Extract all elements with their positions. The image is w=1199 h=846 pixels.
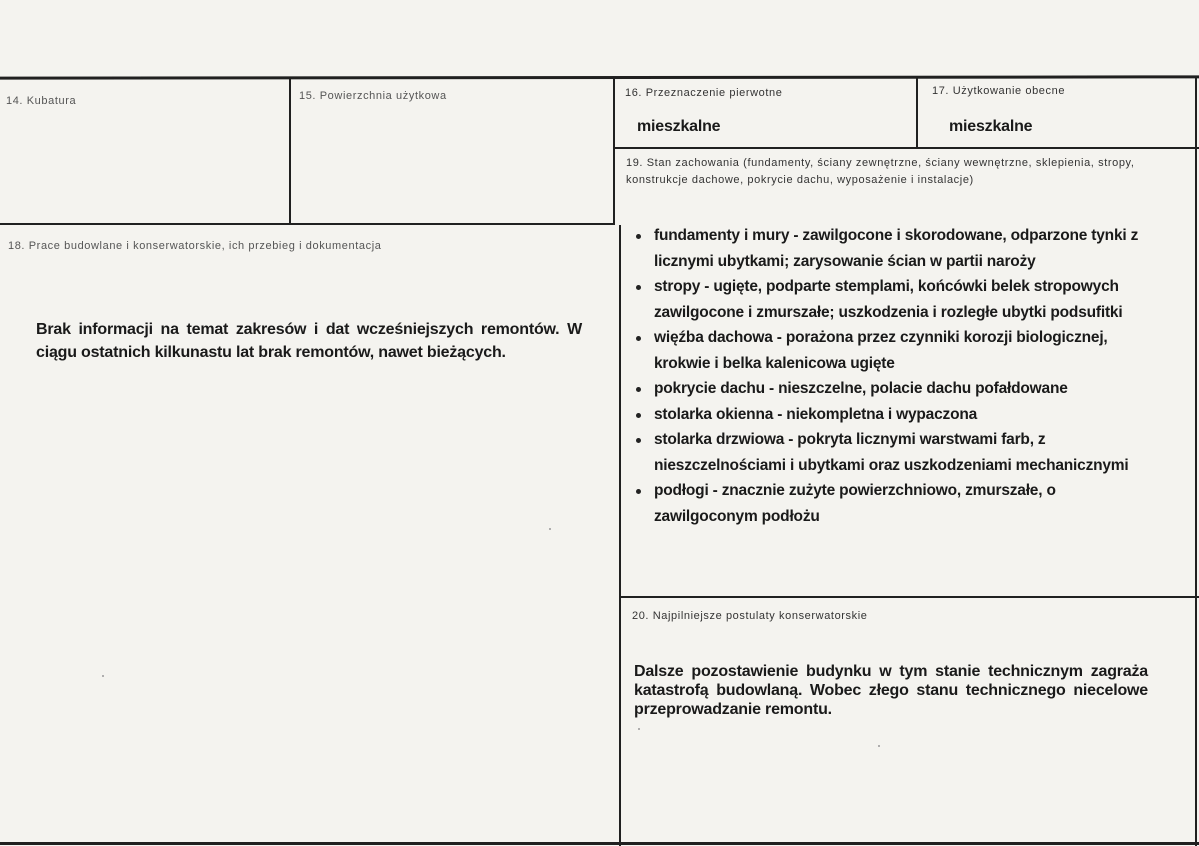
bullet-icon (636, 387, 641, 392)
divider-14-15 (289, 79, 291, 224)
field-17-value: mieszkalne (949, 118, 1033, 135)
divider-right-lower (619, 225, 621, 846)
field-19-label: 19. Stan zachowania (fundamenty, ściany zewnętrzne, ściany wewnętrzne, sklepienia, stropy, konstrukcje dachowe, pokrycie dachu, wyposażenie i instalacje) (626, 157, 1135, 186)
right-edge-rule (1195, 77, 1197, 846)
field-16-label: 16. Przeznaczenie pierwotne (625, 87, 783, 99)
bullet-icon (636, 285, 641, 290)
field-15-label: 15. Powierzchnia użytkowa (299, 90, 447, 102)
list-item: stropy - ugięte, podparte stemplami, końcówki belek stropowych zawilgocone i zmurszałe; uszkodzenia i rozległe ubytki podsufitki (636, 274, 1151, 325)
bullet-icon (636, 413, 641, 418)
field-20-text: Dalsze pozostawienie budynku w tym stanie technicznym zagraża katastrofą budowlaną. Wobec złego stanu technicznego niecelowe przeprowadzanie remontu. (634, 663, 1148, 718)
field-18-text: Brak informacji na temat zakresów i dat wcześniejszych remontów. W ciągu ostatnich kilkunastu lat brak remontów, nawet bieżących. (36, 321, 582, 361)
top-rule (0, 75, 1199, 79)
bullet-icon (636, 336, 641, 341)
list-item: podłogi - znacznie zużyte powierzchniowo, zmurszałe, o zawilgoconym podłożu (636, 478, 1151, 529)
list-item: więźba dachowa - porażona przez czynniki korozji biologicznej, krokwie i belka kalenicowa ugięte (636, 325, 1151, 376)
divider-left-right (613, 77, 615, 225)
field-18-label: 18. Prace budowlane i konserwatorskie, ich przebieg i dokumentacja (8, 240, 382, 252)
rule-above-20 (620, 596, 1199, 598)
bullet-icon (636, 489, 641, 494)
field-20-label: 20. Najpilniejsze postulaty konserwatorskie (632, 610, 868, 622)
bottom-rule (0, 842, 1199, 845)
list-item: stolarka okienna - niekompletna i wypaczona (636, 402, 1151, 428)
bullet-icon (636, 234, 641, 239)
field-14-label: 14. Kubatura (6, 95, 77, 107)
paper-speck (102, 675, 104, 677)
paper-speck (549, 528, 551, 530)
divider-16-17 (916, 77, 918, 148)
list-item: stolarka drzwiowa - pokryta licznymi warstwami farb, z nieszczelnościami i ubytkami oraz uszkodzeniami mechanicznymi (636, 427, 1151, 478)
field-17-label: 17. Użytkowanie obecne (932, 85, 1066, 97)
paper-speck (878, 745, 880, 747)
list-item: pokrycie dachu - nieszczelne, polacie dachu pofałdowane (636, 376, 1151, 402)
field-16-value: mieszkalne (637, 118, 721, 135)
rule-under-16-17 (614, 147, 1199, 149)
paper-speck (638, 728, 640, 730)
list-item: fundamenty i mury - zawilgocone i skorodowane, odparzone tynki z licznymi ubytkami; zarysowanie ścian w partii naroży (636, 223, 1151, 274)
rule-under-14-15 (0, 223, 615, 225)
bullet-icon (636, 438, 641, 443)
field-19-list (636, 223, 1151, 529)
